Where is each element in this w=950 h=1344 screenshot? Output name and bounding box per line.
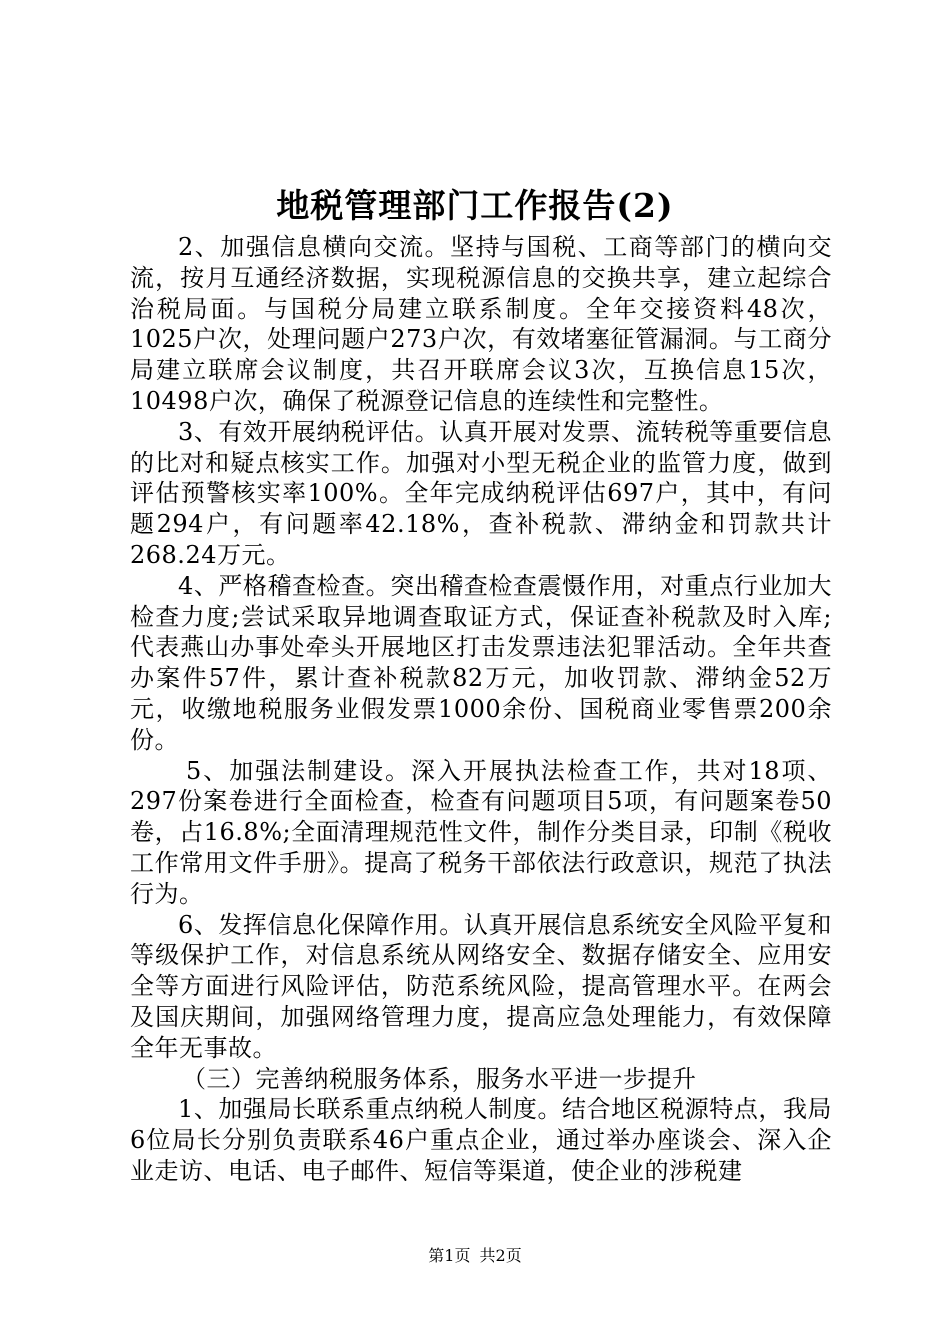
document-body	[130, 232, 832, 1187]
paragraph-audit-inspection: 4、严格稽查检查。突出稽查检查震慑作用，对重点行业加大检查力度;尝试采取异地调查取证方式，保证查补税款及时入库;代表燕山办事处牵头开展地区打击发票违法犯罪活动。全年共查办案件57件，累计查补税款82万元，加收罚款、滞纳金52万元，收缴地税服务业假发票1000余份、国税商业零售票200余份。	[130, 571, 832, 754]
paragraph-it-support: 6、发挥信息化保障作用。认真开展信息系统安全风险平复和等级保护工作，对信息系统从网络安全、数据存储安全、应用安全等方面进行风险评估，防范系统风险，提高管理水平。在两会及国庆期间，加强网络管理力度，提高应急处理能力，有效保障全年无事故。	[130, 910, 832, 1062]
section-heading-taxpayer-service: （三）完善纳税服务体系，服务水平进一步提升	[182, 1064, 697, 1093]
paragraph-tax-assessment: 3、有效开展纳税评估。认真开展对发票、流转税等重要信息的比对和疑点核实工作。加强对小型无税企业的监管力度，做到评估预警核实率100%。全年完成纳税评估697户，其中，有问题294户，有问题率42.18%，查补税款、滞纳金和罚款共计268.24万元。	[130, 417, 832, 569]
paragraph-director-liaison: 1、加强局长联系重点纳税人制度。结合地区税源特点，我局6位局长分别负责联系46户重点企业，通过举办座谈会、深入企业走访、电话、电子邮件、短信等渠道，使企业的涉税建	[130, 1095, 832, 1185]
paragraph-legal-system: 5、加强法制建设。深入开展执法检查工作，共对18项、297份案卷进行全面检查，检查有问题项目5项，有问题案卷50卷，占16.8%;全面清理规范性文件，制作分类目录，印制《税收工作常用文件手册》。提高了税务干部依法行政意识，规范了执法行为。	[130, 756, 832, 908]
paragraph-info-exchange: 2、加强信息横向交流。坚持与国税、工商等部门的横向交流，按月互通经济数据，实现税源信息的交换共享，建立起综合治税局面。与国税分局建立联系制度。全年交接资料48次，1025户次，处理问题户273户次，有效堵塞征管漏洞。与工商分局建立联席会议制度，共召开联席会议3次，互换信息15次，10498户次，确保了税源登记信息的连续性和完整性。	[130, 233, 832, 415]
page-number-footer: 第1页 共2页	[428, 1246, 522, 1265]
document-title: 地税管理部门工作报告(2)	[276, 186, 674, 225]
